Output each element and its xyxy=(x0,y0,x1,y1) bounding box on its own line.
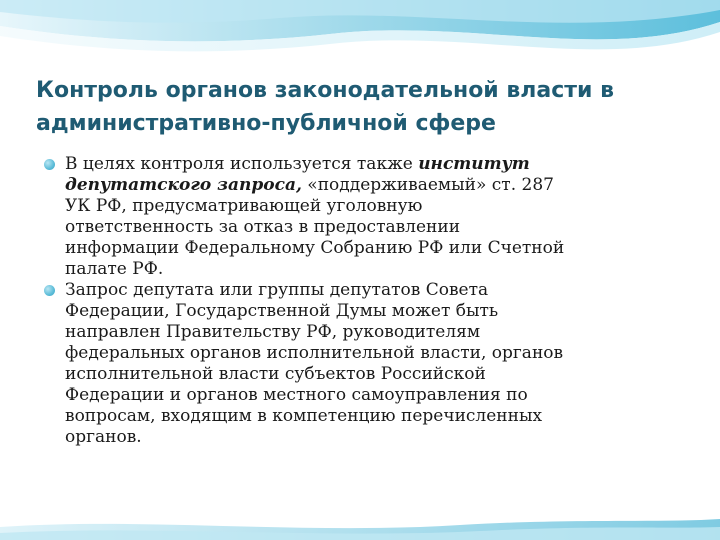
bullet-line: вопросам, входящим в компетенцию перечисленных xyxy=(65,406,543,426)
bullet-dot-icon xyxy=(44,159,55,170)
title-line-1: Контроль органов законодательной власти в xyxy=(36,78,615,103)
bullet-line: Запрос депутата или группы депутатов Совета xyxy=(65,280,489,300)
bullet-item xyxy=(44,280,694,448)
slide-title xyxy=(36,74,686,140)
bullet-line xyxy=(65,175,694,196)
bullet-text: В целях контроля используется также xyxy=(65,154,419,174)
title-line-2: административно-публичной сфере xyxy=(36,111,496,136)
bullet-line: Федерации и органов местного самоуправления по xyxy=(65,385,528,405)
bullet-line: палате РФ. xyxy=(65,259,164,279)
bottom-wave-decoration xyxy=(0,515,720,540)
bullet-line: УК РФ, предусматривающей уголовную xyxy=(65,196,423,216)
bullet-line: информации Федеральному Собранию РФ или Счетной xyxy=(65,238,565,258)
bullet-line: направлен Правительству РФ, руководителям xyxy=(65,322,481,342)
bullet-dot-icon xyxy=(44,285,55,296)
bullet-line xyxy=(65,154,694,175)
bullet-line: органов. xyxy=(65,427,142,447)
bullet-text: «поддерживаемый» ст. 287 xyxy=(301,175,554,195)
slide-body xyxy=(44,154,694,448)
bullet-item xyxy=(44,154,694,280)
bullet-line: ответственность за отказ в предоставлении xyxy=(65,217,461,237)
bullet-line: Федерации, Государственной Думы может быть xyxy=(65,301,499,321)
bullet-line: исполнительной власти субъектов Российской xyxy=(65,364,486,384)
bullet-line: федеральных органов исполнительной власти, органов xyxy=(65,343,564,363)
bullet-emphasis: депутатского запроса, xyxy=(65,175,302,195)
bullet-emphasis: институт xyxy=(418,154,530,174)
